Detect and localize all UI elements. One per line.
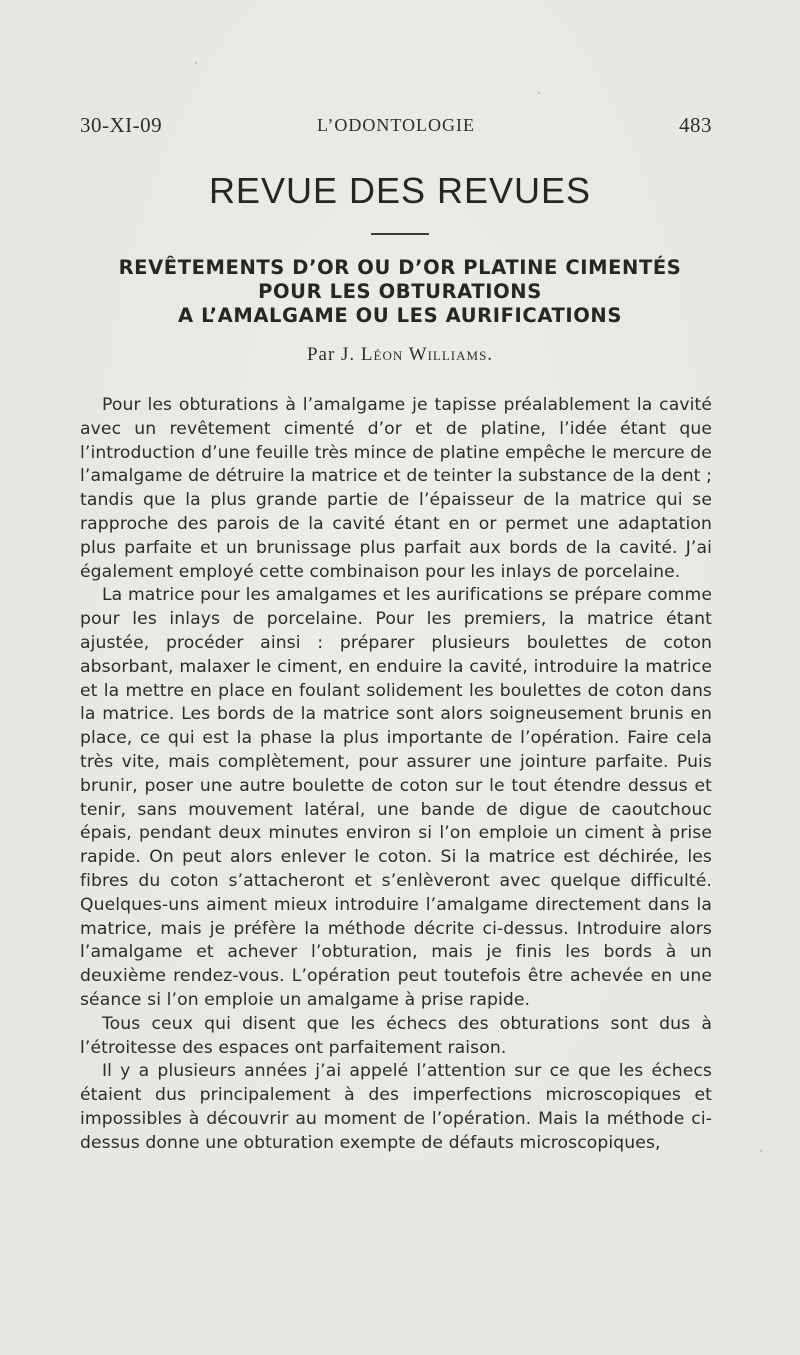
page-number: 483 [679,113,712,137]
title-divider [371,233,429,235]
byline-prefix: Par J. [306,344,356,365]
running-head [80,113,712,141]
article-title-line-1: REVÊTEMENTS D’OR OU D’OR PLATINE CIMENTÉS [118,256,682,279]
author-name: Léon Williams. [360,344,494,365]
issue-date: 30-XI-09 [80,113,163,137]
byline [0,344,800,366]
article-title [60,256,740,328]
paragraph: Il y a plusieurs années j’ai appelé l’attention sur ce que les échecs étaient dus principalement à des imperfections microscopiques et impossibles à découvrir au moment de l’opération. Mais la méthode ci-dessus donne une obturation exempte de défauts microscopiques, [80,1061,712,1153]
paragraph: La matrice pour les amalgames et les aurifications se prépare comme pour les inlays de porcelaine. Pour les premiers, la matrice étant ajustée, procéder ainsi : préparer plusieurs boulettes de coton absorbant, malaxer le ciment, en enduire la cavité, introduire la matrice et la mettre en place en foulant solidement les boulettes de coton dans la matrice. Les bords de la matrice sont alors soigneusement brunis en place, ce qui est la phase la plus importante de l’opération. Faire cela très vite, mais complètement, pour assurer une jointure parfaite. Puis brunir, poser une autre boulette de coton sur le tout étendre dessus et tenir, sans mouvement latéral, une bande de digue de caoutchouc épais, pendant deux minutes environ si l’on emploie un ciment à prise rapide. On peut alors enlever le coton. Si la matrice est déchirée, les fibres du coton s’attacheront et s’enlèveront avec quelque difficulté. Quelques-uns aiment mieux introduire l’amalgame directement dans la matrice, mais je préfère la méthode décrite ci-dessus. Introduire alors l’amalgame et achever l’obturation, mais je finis les bords à un deuxième rendez-vous. L’opération peut toutefois être achevée en une séance si l’on emploie un amalgame à prise rapide. [80,585,712,1010]
article-title-line-2: POUR LES OBTURATIONS [258,280,542,303]
article-title-line-3: A L’AMALGAME OU LES AURIFICATIONS [178,304,622,327]
paragraph: Pour les obturations à l’amalgame je tapisse préalablement la cavité avec un revêtement cimenté d’or et de platine, l’idée étant que l’introduction d’une feuille très mince de platine empêche le mercure de l’amalgame de détruire la matrice et de teinter la substance de la dent ; tandis que la plus grande partie de l’épaisseur de la matrice qui se rapproche des parois de la cavité étant en or permet une adaptation plus parfaite et un brunissage plus parfait aux bords de la cavité. J’ai également employé cette combinaison pour les inlays de porcelaine. [80,395,712,582]
paragraph: Tous ceux qui disent que les échecs des obturations sont dus à l’étroitesse des espaces ont parfaitement raison. [80,1013,712,1058]
article-body [80,394,712,1156]
paper-speck [538,92,540,94]
section-title: REVUE DES REVUES [208,170,592,211]
journal-name: L’ODONTOLOGIE [317,115,475,135]
paper-speck [195,62,197,64]
paper-speck [760,1150,762,1152]
